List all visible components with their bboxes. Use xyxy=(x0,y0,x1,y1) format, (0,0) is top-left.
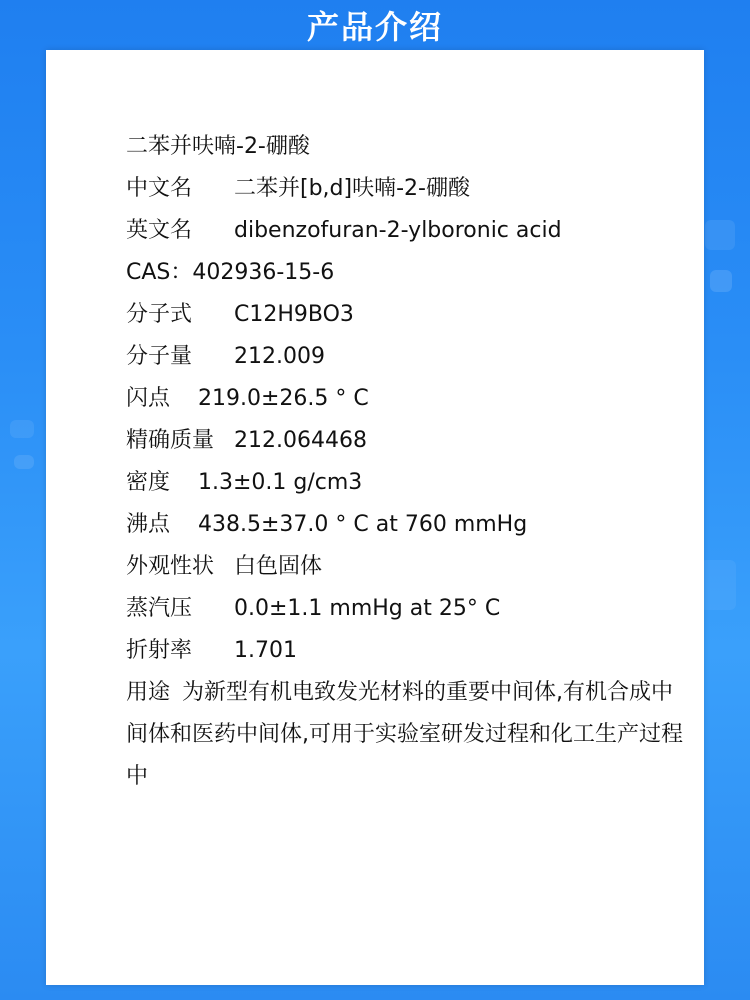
product-info-list xyxy=(126,126,686,798)
info-value: 0.0±1.1 mmHg at 25° C xyxy=(234,596,501,621)
background-decoration xyxy=(14,455,34,469)
info-label: 英文名 xyxy=(126,218,193,243)
info-value: 1.701 xyxy=(234,638,297,663)
info-row-boiling-point xyxy=(126,504,686,546)
info-row-usage xyxy=(126,672,686,798)
info-label: 沸点 xyxy=(126,512,171,537)
info-row-refractive-index xyxy=(126,630,686,672)
info-label: 分子式 xyxy=(126,302,193,327)
info-value: C12H9BO3 xyxy=(234,302,354,327)
background-decoration xyxy=(705,220,735,250)
info-row-english-name xyxy=(126,210,686,252)
info-label: 密度 xyxy=(126,470,171,495)
page-title: 产品介绍 xyxy=(306,8,443,46)
info-label: 外观性状 xyxy=(126,554,215,579)
background-decoration xyxy=(700,560,736,610)
info-value: 402936-15-6 xyxy=(192,260,335,285)
info-value: dibenzofuran-2-ylboronic acid xyxy=(234,218,562,243)
info-label: 中文名 xyxy=(126,176,193,201)
info-value: 212.009 xyxy=(234,344,325,369)
info-row-molecular-weight xyxy=(126,336,686,378)
info-row-vapor-pressure xyxy=(126,588,686,630)
info-row-formula xyxy=(126,294,686,336)
info-value: 二苯并[b,d]呋喃-2-硼酸 xyxy=(234,176,470,201)
info-value: 212.064468 xyxy=(234,428,367,453)
info-label: 蒸汽压 xyxy=(126,596,193,621)
background-decoration xyxy=(10,420,34,438)
info-value: 438.5±37.0 ° C at 760 mmHg xyxy=(198,512,528,537)
background-decoration xyxy=(710,270,732,292)
info-row-flash-point xyxy=(126,378,686,420)
info-row-cas xyxy=(126,252,686,294)
info-value: 1.3±0.1 g/cm3 xyxy=(198,470,363,495)
info-row-chinese-name xyxy=(126,168,686,210)
info-label: 精确质量 xyxy=(126,428,215,453)
info-row-density xyxy=(126,462,686,504)
info-label: CAS： xyxy=(126,260,193,285)
info-label: 分子量 xyxy=(126,344,193,369)
info-label: 闪点 xyxy=(126,386,171,411)
info-value: 为新型有机电致发光材料的重要中间体,有机合成中间体和医药中间体,可用于实验室研发过程和化工生产过程中 xyxy=(126,680,683,789)
info-value: 219.0±26.5 ° C xyxy=(198,386,369,411)
info-label: 折射率 xyxy=(126,638,193,663)
product-heading: 二苯并呋喃-2-硼酸 xyxy=(126,134,310,159)
info-value: 白色固体 xyxy=(234,554,323,579)
info-label: 用途 xyxy=(126,680,171,705)
info-row-appearance xyxy=(126,546,686,588)
info-row-exact-mass xyxy=(126,420,686,462)
